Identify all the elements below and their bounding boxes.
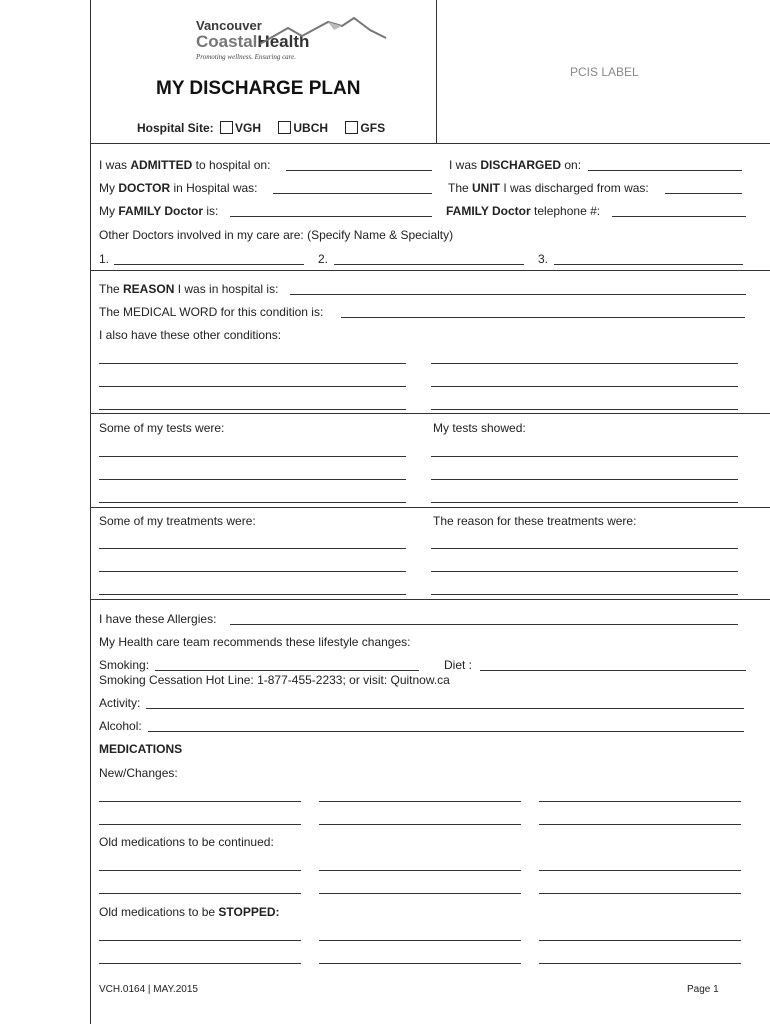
- admitted-label: I was ADMITTED to hospital on:: [99, 158, 271, 172]
- treatment-line-left-2[interactable]: [99, 571, 406, 572]
- activity-label: Activity:: [99, 696, 141, 710]
- ubch-label: UBCH: [293, 121, 329, 135]
- lifestyle-recommends-label: My Health care team recommends these lifestyle changes:: [99, 635, 411, 649]
- unit-field[interactable]: [665, 193, 742, 194]
- test-line-left-2[interactable]: [99, 479, 406, 480]
- admitted-date-field[interactable]: [286, 170, 432, 171]
- tests-showed-label: My tests showed:: [433, 421, 526, 435]
- cont-med-line-c1[interactable]: [539, 870, 741, 871]
- cont-med-line-c2[interactable]: [539, 893, 741, 894]
- allergies-field[interactable]: [230, 624, 738, 625]
- new-med-line-c1[interactable]: [539, 801, 741, 802]
- smoking-label: Smoking:: [99, 658, 150, 672]
- condition-line-left-1[interactable]: [99, 363, 406, 364]
- other-doctor-2-field[interactable]: [334, 264, 524, 265]
- family-doctor-label: My FAMILY Doctor is:: [99, 204, 219, 218]
- section-rule-2: [90, 413, 770, 414]
- smoking-field[interactable]: [155, 670, 419, 671]
- vgh-label: VGH: [235, 121, 262, 135]
- mountain-logo-icon: [258, 16, 388, 50]
- new-med-line-b2[interactable]: [319, 824, 521, 825]
- section-rule-3: [90, 507, 770, 508]
- section-rule-4: [90, 599, 770, 600]
- treatments-reason-label: The reason for these treatments were:: [433, 514, 637, 528]
- section-rule-1: [90, 270, 770, 271]
- stop-med-line-a2[interactable]: [99, 963, 301, 964]
- new-med-line-b1[interactable]: [319, 801, 521, 802]
- alcohol-field[interactable]: [148, 731, 744, 732]
- doctor-field[interactable]: [273, 193, 432, 194]
- discharged-date-field[interactable]: [588, 170, 742, 171]
- other-doctor-1-number: 1.: [99, 252, 110, 266]
- logo-coastal: Coastal: [196, 32, 258, 51]
- gfs-checkbox[interactable]: [345, 121, 358, 134]
- pcis-label: PCIS LABEL: [570, 65, 639, 79]
- stopped-label: Old medications to be STOPPED:: [99, 905, 280, 919]
- medical-word-field[interactable]: [341, 317, 745, 318]
- alcohol-label: Alcohol:: [99, 719, 142, 733]
- smoking-hotline-text: Smoking Cessation Hot Line: 1-877-455-2233; or visit: Quitnow.ca: [99, 673, 450, 687]
- form-code: VCH.0164 | MAY.2015: [99, 984, 198, 995]
- test-line-right-3[interactable]: [431, 502, 738, 503]
- other-doctor-1-field[interactable]: [114, 264, 304, 265]
- stop-med-line-a1[interactable]: [99, 940, 301, 941]
- unit-label: The UNIT I was discharged from was:: [448, 181, 649, 195]
- test-line-right-1[interactable]: [431, 456, 738, 457]
- stop-med-line-c1[interactable]: [539, 940, 741, 941]
- page-number: Page 1: [687, 984, 719, 995]
- other-conditions-label: I also have these other conditions:: [99, 328, 282, 342]
- condition-line-right-1[interactable]: [431, 363, 738, 364]
- new-med-line-a1[interactable]: [99, 801, 301, 802]
- allergies-label: I have these Allergies:: [99, 612, 217, 626]
- stop-med-line-c2[interactable]: [539, 963, 741, 964]
- stop-med-line-b1[interactable]: [319, 940, 521, 941]
- logo-tagline: Promoting wellness. Ensuring care.: [196, 53, 297, 61]
- other-doctor-3-number: 3.: [538, 252, 549, 266]
- treatment-line-left-1[interactable]: [99, 548, 406, 549]
- continued-label: Old medications to be continued:: [99, 835, 274, 849]
- treatment-line-right-3[interactable]: [431, 594, 738, 595]
- diet-field[interactable]: [480, 670, 746, 671]
- vch-logo: [196, 18, 309, 61]
- cont-med-line-a2[interactable]: [99, 893, 301, 894]
- other-doctors-label: Other Doctors involved in my care are: (Specify Name & Specialty): [99, 228, 454, 242]
- hospital-site-row: [137, 121, 385, 135]
- new-changes-label: New/Changes:: [99, 766, 178, 780]
- diet-label: Diet :: [444, 658, 473, 672]
- left-border: [90, 0, 91, 1024]
- new-med-line-a2[interactable]: [99, 824, 301, 825]
- doctor-label: My DOCTOR in Hospital was:: [99, 181, 258, 195]
- family-doctor-phone-label: FAMILY Doctor telephone #:: [446, 204, 601, 218]
- cont-med-line-b2[interactable]: [319, 893, 521, 894]
- logo-line1: Vancouver: [196, 18, 262, 33]
- medical-word-label: The MEDICAL WORD for this condition is:: [99, 305, 324, 319]
- test-line-right-2[interactable]: [431, 479, 738, 480]
- header-divider: [436, 0, 437, 143]
- family-doctor-field[interactable]: [230, 216, 432, 217]
- family-doctor-phone-field[interactable]: [612, 216, 746, 217]
- ubch-checkbox[interactable]: [278, 121, 291, 134]
- vgh-checkbox[interactable]: [220, 121, 233, 134]
- page-title: MY DISCHARGE PLAN: [156, 78, 361, 99]
- cont-med-line-a1[interactable]: [99, 870, 301, 871]
- reason-label: The REASON I was in hospital is:: [99, 282, 279, 296]
- condition-line-left-2[interactable]: [99, 386, 406, 387]
- other-doctor-2-number: 2.: [318, 252, 329, 266]
- test-line-left-3[interactable]: [99, 502, 406, 503]
- treatment-line-right-1[interactable]: [431, 548, 738, 549]
- condition-line-right-2[interactable]: [431, 386, 738, 387]
- medications-heading: MEDICATIONS: [99, 742, 183, 756]
- other-doctor-3-field[interactable]: [554, 264, 743, 265]
- treatment-line-right-2[interactable]: [431, 571, 738, 572]
- treatments-label: Some of my treatments were:: [99, 514, 256, 528]
- header-bottom-rule: [90, 143, 770, 144]
- logo-health: Health: [257, 32, 310, 51]
- reason-field[interactable]: [290, 294, 746, 295]
- condition-line-right-3[interactable]: [431, 409, 738, 410]
- gfs-label: GFS: [360, 121, 386, 135]
- discharged-label: I was DISCHARGED on:: [449, 158, 582, 172]
- activity-field[interactable]: [146, 708, 744, 709]
- hospital-site-label: Hospital Site:: [137, 121, 214, 135]
- tests-label: Some of my tests were:: [99, 421, 225, 435]
- stop-med-line-b2[interactable]: [319, 963, 521, 964]
- new-med-line-c2[interactable]: [539, 824, 741, 825]
- cont-med-line-b1[interactable]: [319, 870, 521, 871]
- treatment-line-left-3[interactable]: [99, 594, 406, 595]
- test-line-left-1[interactable]: [99, 456, 406, 457]
- condition-line-left-3[interactable]: [99, 409, 406, 410]
